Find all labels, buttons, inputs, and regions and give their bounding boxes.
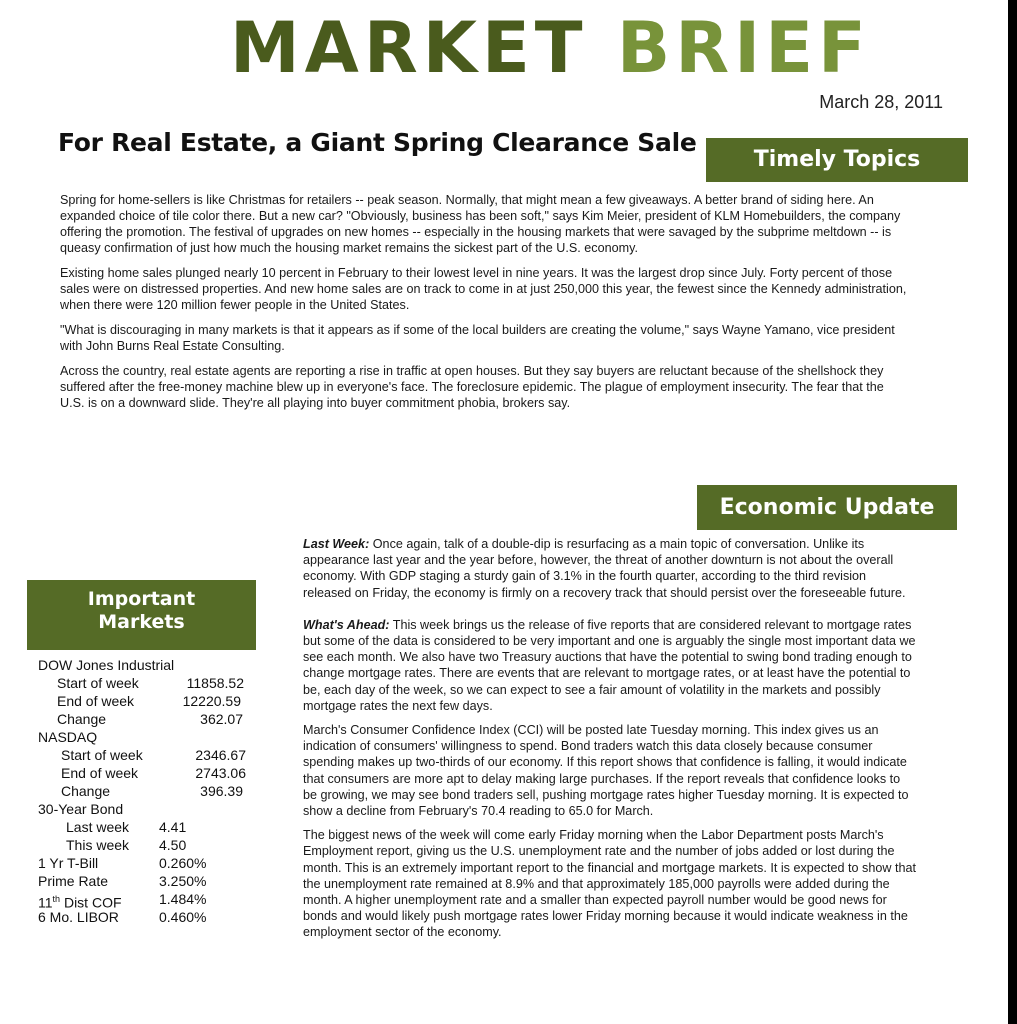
whats-ahead-paragraph — [303, 617, 917, 714]
lead-paragraph: Spring for home-sellers is like Christmas for retailers -- peak season. Normally, that might mean a few giveaways. A better brand of siding here. An expanded choice of tile color there. But a new car? "Obviously, business has been soft," says Kim Meier, president of KLM Homebuilders, the company offering the promotion. The festival of upgrades on new homes -- especially in the housing markets that were savaged by the subprime meltdown -- is queasy confirmation of just how much the housing market remains the sickest part of the U.S. economy. — [60, 193, 901, 255]
issue-date: March 28, 2011 — [819, 92, 943, 112]
last-week-label: Last Week: — [303, 537, 370, 551]
dow-change-value: 362.07 — [200, 711, 243, 727]
bond-this-row — [38, 836, 268, 854]
nasdaq-start-value: 2346.67 — [195, 747, 246, 763]
nasdaq-end-row — [38, 764, 268, 782]
cof-label: 11th Dist COF — [38, 894, 122, 911]
bond-heading-row — [38, 800, 268, 818]
dow-start-value: 11858.52 — [186, 675, 244, 691]
nasdaq-start-row — [38, 746, 268, 764]
whats-ahead-text: This week brings us the release of five reports that are considered relevant to mortgage rates but some of the data is considered to be very important and one is arguably the single most important data we see each month. We also have two Treasury auctions that have the potential to swing bond trading enough to change mortgage rates. There are events that are relevant to mortgage rates, or at least have the potential to be, each day of the week, so we can expect to see a fair amount of volatility in the markets and possibly mortgage rates the next few days. — [303, 617, 916, 713]
nasdaq-change-row — [38, 782, 268, 800]
nasdaq-end-value: 2743.06 — [195, 765, 246, 781]
markets-title-line2: Markets — [98, 611, 185, 633]
last-week-text: Once again, talk of a double-dip is resurfacing as a main topic of conversation. Unlike its appearance last year and the year before, however, the threat of another downturn is not about the overall economy. With GDP staging a sturdy gain of 3.1% in the fourth quarter, according to the third revision released on Friday, the economy is firmly on a recovery track that should persist over the foreseeable future. — [303, 537, 906, 600]
bond-this-label: This week — [66, 837, 130, 853]
dow-start-row — [38, 674, 268, 692]
markets-title-line1: Important — [87, 588, 196, 610]
bond-last-row — [38, 818, 268, 836]
whats-ahead-label: What's Ahead: — [303, 617, 390, 632]
dow-name: DOW Jones Industrial — [38, 657, 175, 673]
dow-start-label: Start of week — [57, 675, 139, 691]
nasdaq-heading-row — [38, 728, 268, 746]
lead-article — [60, 192, 910, 420]
libor-row — [38, 908, 268, 926]
bond-last-value: 4.41 — [159, 819, 187, 835]
nasdaq-change-value: 396.39 — [200, 783, 243, 799]
dow-end-row — [38, 692, 268, 710]
important-markets-banner — [27, 580, 256, 650]
dow-change-row — [38, 710, 268, 728]
economic-update-text — [303, 536, 917, 949]
tbill-row — [38, 854, 268, 872]
last-week-paragraph — [303, 536, 917, 601]
bond-this-value: 4.50 — [159, 837, 187, 853]
masthead-word-brief: BRIEF — [616, 7, 871, 89]
dow-change-label: Change — [57, 711, 107, 727]
libor-value: 0.460% — [159, 909, 207, 925]
bond-name: 30-Year Bond — [38, 801, 124, 817]
prime-label: Prime Rate — [38, 873, 109, 889]
cci-paragraph: March's Consumer Confidence Index (CCI) will be posted late Tuesday morning. This index gives us an indication of consumers' willingness to spend. Bond traders watch this data closely because consumer spending makes up two-thirds of our economy. If this report shows that confidence is falling, it would indicate that consumers are more apt to delay making large purchases. If the report reveals that confidence looks to be growing, we may see bond traders sell, pushing mortgage rates higher Tuesday morning. It is expected to show a decline from February's 70.4 reading to 65.0 for March. — [303, 723, 909, 819]
dow-end-value: 12220.59 — [182, 693, 241, 709]
nasdaq-end-label: End of week — [61, 765, 139, 781]
economic-update-banner: Economic Update — [697, 485, 957, 530]
masthead-word-market: MARKET — [230, 7, 588, 89]
cof-row — [38, 890, 268, 911]
lead-paragraph: "What is discouraging in many markets is that it appears as if some of the local builders are creating the volume," says Wayne Yamano, vice president with John Burns Real Estate Consulting. — [60, 323, 895, 353]
prime-value: 3.250% — [159, 873, 207, 889]
dow-end-label: End of week — [57, 693, 135, 709]
cof-value: 1.484% — [159, 891, 207, 907]
markets-table — [38, 656, 268, 926]
lead-paragraph: Across the country, real estate agents are reporting a rise in traffic at open houses. But they say buyers are reluctant because of the shellshock they suffered after the free-money machine blew up in everyone's face. The foreclosure epidemic. The plague of employment insecurity. The fear that the U.S. is on a downward slide. They're all playing into buyer commitment phobia, brokers say. — [60, 364, 884, 410]
lead-paragraph: Existing home sales plunged nearly 10 percent in February to their lowest level in nine years. It was the largest drop since July. Forty percent of those sales were on distressed properties. And new home sales are on track to come in at just 250,000 this year, the fewest since the Kennedy administration, when there were 120 million fewer people in the United States. — [60, 266, 907, 312]
nasdaq-name: NASDAQ — [38, 729, 98, 745]
prime-row — [38, 872, 268, 890]
article-headline: For Real Estate, a Giant Spring Clearance Sale — [58, 128, 697, 157]
masthead — [230, 8, 960, 88]
libor-label: 6 Mo. LIBOR — [38, 909, 119, 925]
dow-heading-row — [38, 656, 268, 674]
nasdaq-start-label: Start of week — [61, 747, 143, 763]
jobs-paragraph: The biggest news of the week will come early Friday morning when the Labor Department posts March's Employment report, giving us the U.S. unemployment rate and the number of jobs added or lost during the month. This is an extremely important report to the financial and mortgage markets. It is expected to show that the unemployment rate remained at 8.9% and that approximately 185,000 payrolls were added during the month. A higher unemployment rate and a smaller than expected payroll number would be good news for bonds and would likely push mortgage rates lower Friday morning because it would indicate weakness in the employment sector of the economy. — [303, 828, 916, 940]
nasdaq-change-label: Change — [61, 783, 111, 799]
tbill-label: 1 Yr T-Bill — [38, 855, 99, 871]
bond-last-label: Last week — [66, 819, 130, 835]
page-right-border — [1008, 0, 1017, 1024]
tbill-value: 0.260% — [159, 855, 207, 871]
timely-topics-banner: Timely Topics — [706, 138, 968, 182]
